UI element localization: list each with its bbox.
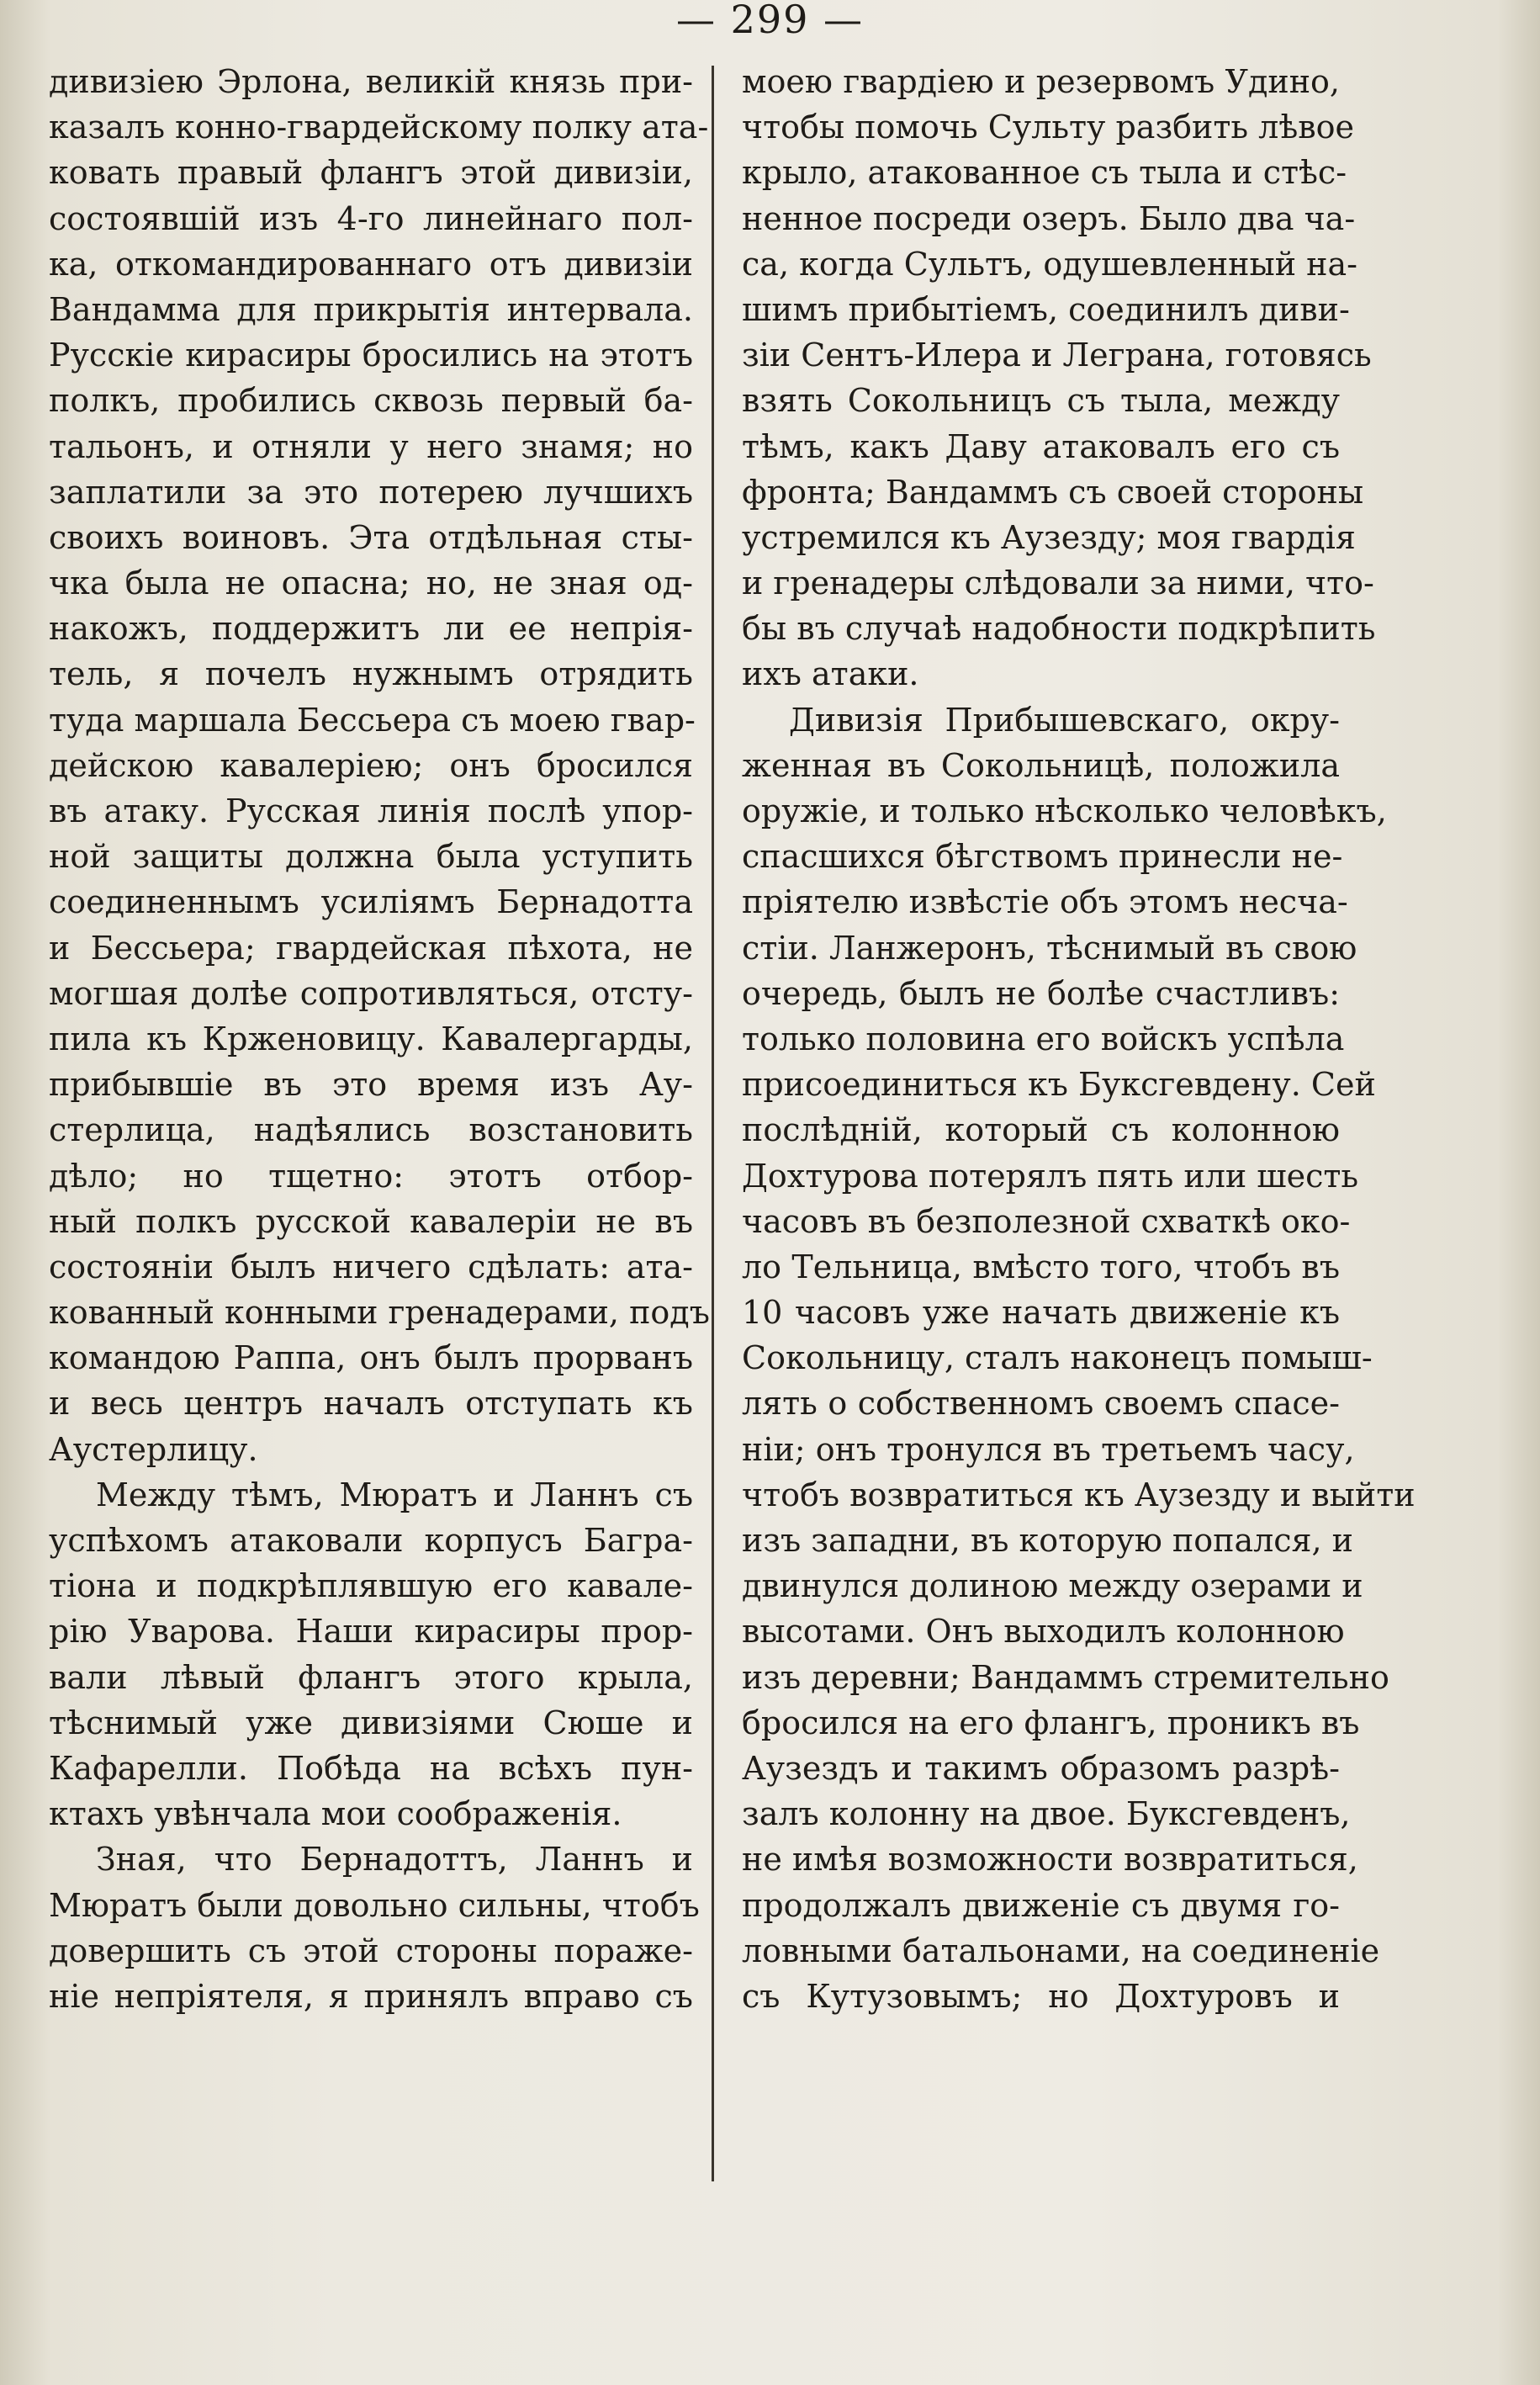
text-line: взять Сокольницъ съ тыла, между: [742, 382, 1340, 420]
text-line: и гренадеры слѣдовали за ними, что-: [742, 564, 1374, 602]
text-line: съ Кутузовымъ; но Дохтуровъ и: [742, 1977, 1340, 2015]
text-line: своихъ воиновъ. Эта отдѣльная сты-: [49, 518, 693, 556]
text-line: тальонъ, и отняли у него знамя; но: [49, 427, 693, 465]
text-line: оружiе, и только нѣсколько человѣкъ,: [742, 792, 1387, 829]
text-line: фронта; Вандаммъ съ своей стороны: [742, 473, 1364, 511]
text-line: командою Раппа, онъ былъ прорванъ: [49, 1339, 693, 1377]
text-line: дейскою кавалерiею; онъ бросился: [49, 746, 693, 784]
text-line: состоявшiй изъ 4-го линейнаго пол-: [49, 199, 693, 237]
text-line: тiона и подкрѣплявшую его кавале-: [49, 1567, 693, 1605]
text-line: очередь, былъ не болѣе счастливъ:: [742, 974, 1340, 1012]
text-line: Между тѣмъ, Мюратъ и Ланнъ съ: [96, 1476, 693, 1513]
text-line: и весь центръ началъ отступать къ: [49, 1385, 693, 1423]
text-line: прiятелю извѣстiе объ этомъ несча-: [742, 883, 1348, 921]
text-line: нiи; онъ тронулся въ третьемъ часу,: [742, 1430, 1355, 1468]
text-line: Зная, что Бернадоттъ, Ланнъ и: [96, 1841, 693, 1879]
text-line: ненное посреди озеръ. Было два ча-: [742, 199, 1356, 237]
text-line: высотами. Онъ выходилъ колонною: [742, 1613, 1345, 1651]
column-divider: [712, 66, 714, 2181]
text-line: довершить съ этой стороны пораже-: [49, 1932, 693, 1969]
right-column: [742, 59, 1416, 2019]
left-column: [49, 59, 710, 2019]
text-line: ловными батальонами, на соединенiе: [742, 1932, 1380, 1969]
text-line: Аузездъ и такимъ образомъ разрѣ-: [742, 1749, 1340, 1787]
text-line: присоединиться къ Буксгевдену. Сей: [742, 1066, 1376, 1104]
text-line: ковать правый флангъ этой дивизiи,: [49, 154, 693, 192]
text-line: дѣло; но тщетно: этотъ отбор-: [49, 1157, 693, 1195]
text-line: тѣмъ, какъ Даву атаковалъ его съ: [742, 427, 1340, 465]
text-line: соединеннымъ усилiямъ Бернадотта: [49, 883, 693, 921]
text-line: ихъ атаки.: [742, 655, 919, 693]
text-line: зiи Сентъ-Илера и Леграна, готовясь: [742, 337, 1372, 374]
text-line: чка была не опасна; но, не зная од-: [49, 564, 693, 602]
text-line: полкъ, пробились сквозь первый ба-: [49, 382, 693, 420]
text-line: изъ западни, въ которую попался, и: [742, 1522, 1353, 1559]
text-line: Вандамма для прикрытiя интервала.: [49, 290, 693, 328]
text-line: ка, откомандированнаго отъ дивизiи: [49, 245, 693, 283]
text-line: ной защиты должна была уступить: [49, 838, 693, 876]
text-line: лять о собственномъ своемъ спасе-: [742, 1385, 1340, 1423]
text-line: Русскiе кирасиры бросились на этотъ: [49, 337, 693, 374]
text-line: нiе непрiятеля, я принялъ вправо съ: [49, 1977, 693, 2015]
text-line: бы въ случаѣ надобности подкрѣпить: [742, 610, 1376, 648]
text-line: могшая долѣе сопротивляться, отсту-: [49, 974, 693, 1012]
text-line: крыло, атакованное съ тыла и стѣс-: [742, 154, 1347, 192]
text-line: шимъ прибытiемъ, соединилъ диви-: [742, 290, 1350, 328]
text-line: двинулся долиною между озерами и: [742, 1567, 1363, 1605]
text-line: накожъ, поддержитъ ли ее непрiя-: [49, 610, 693, 648]
text-line: вали лѣвый флангъ этого крыла,: [49, 1658, 693, 1696]
text-line: изъ деревни; Вандаммъ стремительно: [742, 1658, 1389, 1696]
text-line: успѣхомъ атаковали корпусъ Багра-: [49, 1522, 693, 1559]
text-line: Мюратъ были довольно сильны, чтобъ: [49, 1886, 700, 1924]
text-line: Сокольницу, сталъ наконецъ помыш-: [742, 1339, 1373, 1377]
text-line: кованный конными гренадерами, подъ: [49, 1294, 710, 1332]
text-line: ло Тельница, вмѣсто того, чтобъ въ: [742, 1248, 1340, 1285]
text-line: не имѣя возможности возвратиться,: [742, 1841, 1358, 1879]
text-line: дивизiею Эрлона, великiй князь при-: [49, 63, 693, 100]
text-line: чтобъ возвратиться къ Аузезду и выйти: [742, 1476, 1416, 1513]
text-line: устремился къ Аузезду; моя гвардiя: [742, 518, 1356, 556]
text-line: Аустерлицу.: [49, 1430, 258, 1468]
text-line: казалъ конно-гвардейскому полку ата-: [49, 109, 709, 146]
text-line: продолжалъ движенiе съ двумя го-: [742, 1886, 1340, 1924]
text-line: послѣднiй, который съ колонною: [742, 1111, 1340, 1149]
text-line: моею гвардiею и резервомъ Удино,: [742, 63, 1340, 100]
text-line: бросился на его флангъ, проникъ въ: [742, 1704, 1360, 1741]
text-line: женная въ Сокольницѣ, положила: [742, 746, 1340, 784]
text-line: туда маршала Бессьера съ моею гвар-: [49, 701, 696, 739]
text-line: ктахъ увѣнчала мои соображенiя.: [49, 1795, 622, 1833]
text-line: только половина его войскъ успѣла: [742, 1020, 1345, 1057]
text-line: заплатили за это потерею лучшихъ: [49, 473, 693, 511]
text-line: са, когда Сультъ, одушевленный на-: [742, 245, 1357, 283]
text-line: часовъ въ безполезной схваткѣ око-: [742, 1202, 1351, 1240]
text-line: въ атаку. Русская линiя послѣ упор-: [49, 792, 693, 829]
text-line: Дохтурова потерялъ пять или шесть: [742, 1157, 1359, 1195]
text-line: залъ колонну на двое. Буксгевденъ,: [742, 1795, 1351, 1833]
text-line: состоянiи былъ ничего сдѣлать: ата-: [49, 1248, 693, 1285]
text-line: ный полкъ русской кавалерiи не въ: [49, 1202, 693, 1240]
text-line: чтобы помочь Сульту разбить лѣвое: [742, 109, 1354, 146]
text-line: рiю Уварова. Наши кирасиры прор-: [49, 1613, 693, 1651]
text-line: тѣснимый уже дивизiями Сюше и: [49, 1704, 693, 1741]
page-number: — 299 —: [675, 0, 865, 42]
text-line: тель, я почелъ нужнымъ отрядить: [49, 655, 693, 693]
text-line: прибывшiе въ это время изъ Ау-: [49, 1066, 693, 1104]
text-line: пила къ Крженовицу. Кавалергарды,: [49, 1020, 693, 1057]
text-line: Дивизiя Прибышевскаго, окру-: [789, 701, 1340, 739]
text-line: 10 часовъ уже начать движенiе къ: [742, 1294, 1340, 1332]
text-line: стiи. Ланжеронъ, тѣснимый въ свою: [742, 929, 1357, 967]
text-line: стерлица, надѣялись возстановить: [49, 1111, 693, 1149]
text-line: спасшихся бѣгствомъ принесли не-: [742, 838, 1343, 876]
text-line: Кафарелли. Побѣда на всѣхъ пун-: [49, 1749, 693, 1787]
text-line: и Бессьера; гвардейская пѣхота, не: [49, 929, 693, 967]
